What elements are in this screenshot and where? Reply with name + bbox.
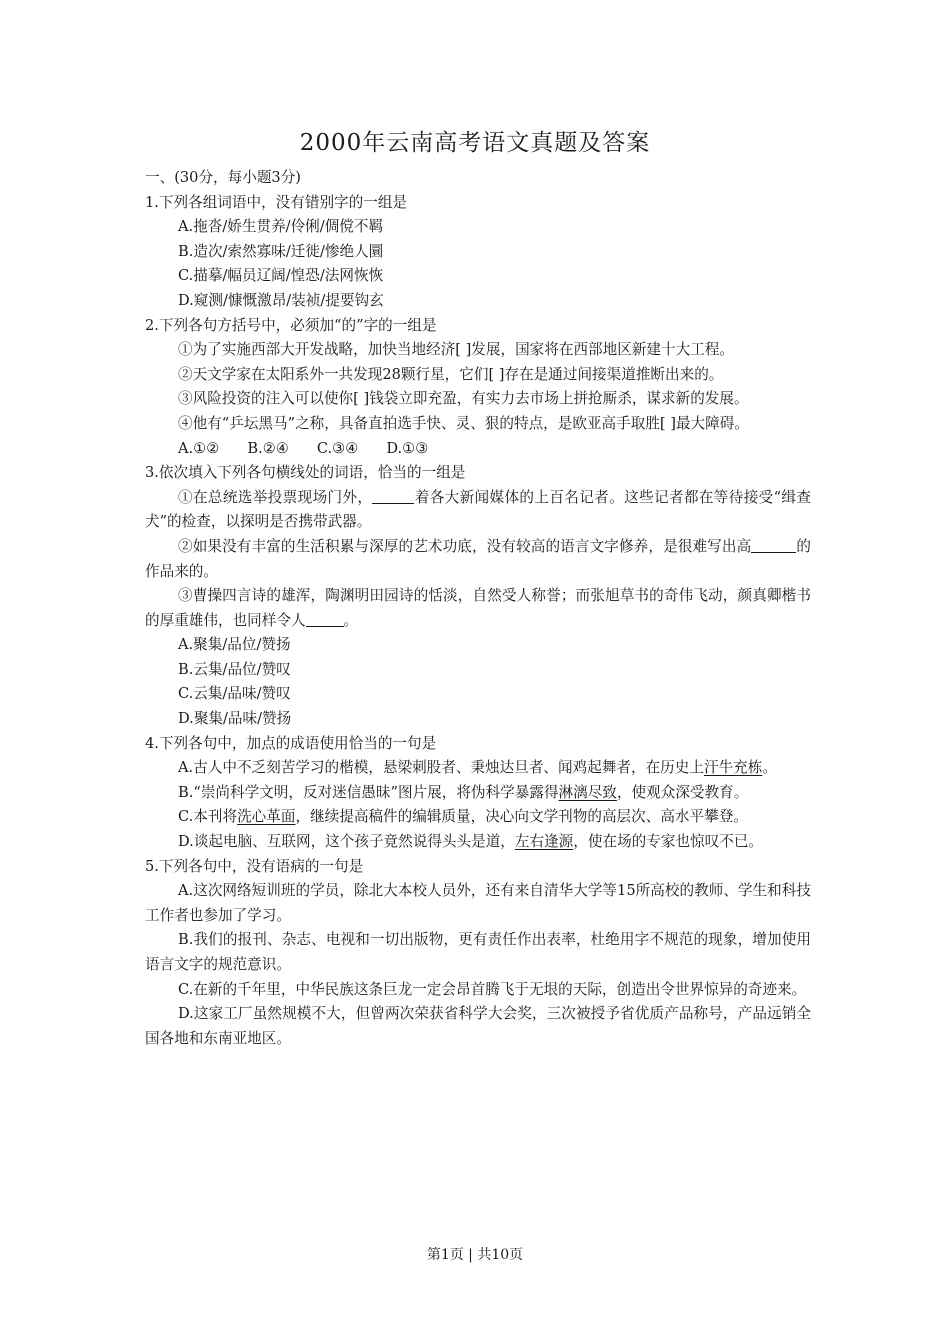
q4-option-d: D.谈起电脑、互联网，这个孩子竟然说得头头是道，左右逢源，使在场的专家也惊叹不已。 (178, 833, 764, 851)
q2-sentence-2: ②天文学家在太阳系外一共发现28颗行星，它们[ ]存在是通过间接渠道推断出来的。 (178, 365, 724, 383)
q2-sentence-1: ①为了实施西部大开发战略，加快当地经济[ ]发展，国家将在西部地区新建十大工程。 (178, 341, 734, 359)
q5-option-c: C.在新的千年里，中华民族这条巨龙一定会昂首腾飞于无垠的天际，创造出令世界惊异的奇迹来。 (178, 980, 807, 998)
idiom-underlined: 汗牛充栋 (703, 759, 763, 777)
question-3-stem: 3.依次填入下列各句横线处的词语，恰当的一组是 (145, 464, 466, 482)
section-heading: 一、(30分，每小题3分) (145, 169, 301, 186)
idiom-underlined: 淋漓尽致 (558, 783, 617, 801)
q5-option-a: A.这次网络短训班的学员，除北大本校人员外，还有来自清华大学等15所高校的教师、学生和科技工作者也参加了学习。 (145, 882, 811, 924)
q3-option-d: D.聚集/品味/赞扬 (178, 710, 292, 728)
q2-option-d: D.①③ (386, 439, 429, 457)
q2-option-a: A.①② (178, 439, 220, 457)
fill-blank (751, 537, 796, 553)
fill-blank (306, 611, 344, 627)
question-5-stem: 5.下列各句中，没有语病的一句是 (145, 857, 364, 875)
q5-option-b: B.我们的报刊、杂志、电视和一切出版物，更有责任作出表率，杜绝用字不规范的现象，增加使用语言文字的规范意识。 (145, 931, 811, 973)
page-footer: 第1页 | 共10页 (426, 1247, 524, 1263)
q1-option-a: A.拖沓/娇生贯养/伶俐/倜傥不羁 (178, 218, 384, 236)
exam-content (145, 166, 811, 1051)
q4-option-a: A.古人中不乏刻苦学习的楷模，悬梁刺股者、秉烛达旦者、闻鸡起舞者，在历史上汗牛充栋。 (178, 759, 777, 777)
idiom-underlined: 左右逢源 (514, 833, 574, 851)
question-4-stem: 4.下列各句中，加点的成语使用恰当的一句是 (145, 734, 437, 752)
q1-option-b: B.造次/索然寡味/迁徙/惨绝人圜 (178, 242, 384, 260)
q2-options (145, 437, 811, 462)
q2-sentence-4: ④他有“乒坛黑马”之称，具备直拍选手快、灵、狠的特点，是欧亚高手取胜[ ]最大障碍。 (178, 414, 749, 432)
q3-sentence-2: ②如果没有丰富的生活积累与深厚的艺术功底，没有较高的语言文字修养，是很难写出高 的作品来的。 (145, 537, 811, 580)
q3-sentence-3: ③曹操四言诗的雄浑，陶渊明田园诗的恬淡，自然受人称誉；而张旭草书的奇伟飞动，颜真卿楷书的厚重雄伟，也同样令人 。 (145, 587, 811, 629)
question-2-stem: 2.下列各句方括号中，必须加“的”字的一组是 (145, 316, 437, 334)
q2-sentence-3: ③风险投资的注入可以使你[ ]钱袋立即充盈，有实力去市场上拼抢厮杀，谋求新的发展。 (178, 390, 749, 408)
q5-option-d: D.这家工厂虽然规模不大，但曾两次荣获省科学大会奖，三次被授予省优质产品称号，产品远销全国各地和东南亚地区。 (145, 1005, 811, 1047)
q4-option-b: B.“崇尚科学文明，反对迷信愚昧”图片展，将伪科学暴露得淋漓尽致，使观众深受教育。 (178, 783, 749, 801)
q1-option-d: D.窥测/慷慨激昂/装祯/提要钩玄 (178, 291, 384, 309)
q3-option-b: B.云集/品位/赞叹 (178, 660, 291, 678)
q3-sentence-1: ①在总统选举投票现场门外， 着各大新闻媒体的上百名记者。这些记者都在等待接受“缉查犬”的检查，以探明是否携带武器。 (145, 488, 811, 531)
fill-blank (372, 488, 414, 504)
q3-option-a: A.聚集/品位/赞扬 (178, 636, 291, 654)
question-1-stem: 1.下列各组词语中，没有错别字的一组是 (145, 193, 408, 211)
q2-option-c: C.③④ (316, 439, 359, 457)
page-title: 2000年云南高考语文真题及答案 (299, 130, 651, 156)
q2-option-b: B.②④ (247, 439, 289, 457)
q3-option-c: C.云集/品味/赞叹 (178, 685, 291, 703)
q4-option-c: C.本刊将洗心革面，继续提高稿件的编辑质量，决心向文学刊物的高层次、高水平攀登。 (178, 808, 748, 826)
idiom-underlined: 洗心革面 (237, 808, 296, 826)
q1-option-c: C.描摹/幅员辽阔/惶恐/法网恢恢 (178, 267, 384, 285)
